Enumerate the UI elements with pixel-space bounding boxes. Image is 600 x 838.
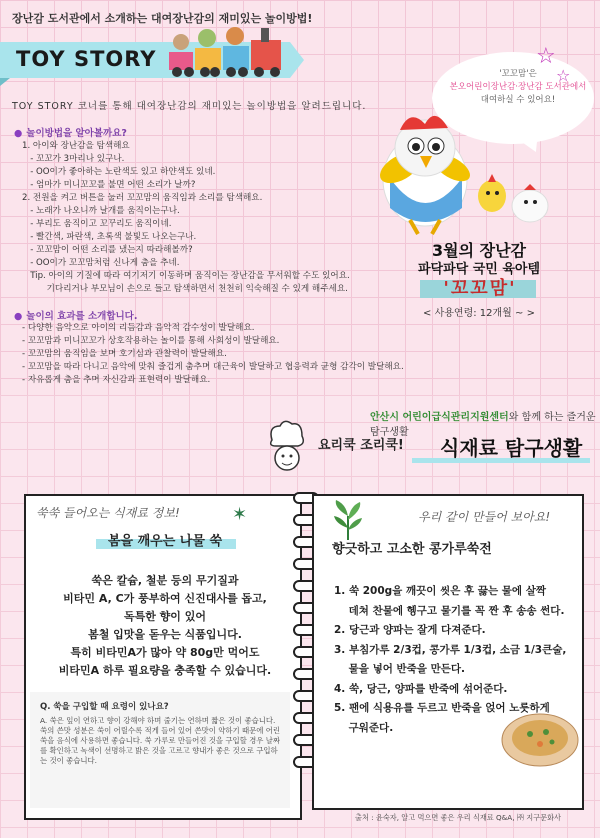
recipe-card-heading: 우리 같이 만들어 보아요! bbox=[418, 510, 551, 524]
hen-toy-image bbox=[370, 108, 555, 236]
body-line: 비타민A 하루 필요량을 충족할 수 있습니다. bbox=[58, 664, 272, 677]
qa-question: Q. 쑥을 구입할 때 요령이 있나요? bbox=[40, 702, 169, 712]
recipe-step: 데쳐 찬물에 헹구고 물기를 꼭 짠 후 송송 썬다. bbox=[334, 604, 565, 617]
section-title: 식재료 탐구생활 bbox=[440, 436, 583, 460]
list-item: - 꼬꼬맘을 따라 다니고 음악에 맞춰 즐겁게 춤추며 대근육이 발달하고 협응력과 균형 감각이 발달해요. bbox=[22, 362, 404, 372]
toy-age: < 사용연령: 12개월 ~ > bbox=[423, 308, 535, 319]
source-note: 출처 : 윤숙자, 알고 먹으면 좋은 우리 식재료 Q&A, ㈜ 지구문화사 bbox=[355, 813, 561, 822]
bullet-icon: ● bbox=[14, 128, 23, 139]
chef-text: 요리쿡 조리쿡! bbox=[318, 438, 404, 453]
bubble-line: '꼬꼬맘'은 bbox=[499, 69, 537, 79]
toy-subheading: 파닥파닥 국민 육아템 bbox=[417, 262, 541, 277]
body-line: 봄철 입맛을 돋우는 식품입니다. bbox=[88, 628, 242, 641]
body-line: 독특한 향이 있어 bbox=[123, 610, 207, 623]
body-line: 쑥은 칼슘, 철분 등의 무기질과 bbox=[91, 574, 239, 587]
bullet-icon: ● bbox=[14, 311, 23, 322]
list-item: - 꼬꼬맘이 어떤 소리를 냈는지 따라해볼까? bbox=[22, 245, 193, 255]
qa-answer: A. 쑥은 잎이 연하고 향이 강해야 하며 줄기는 연하며 짧은 것이 좋습니다. 쑥의 쓴맛 성분은 쑥이 어릴수록 적게 들어 있어 쓴맛이 약하기 때문에 어린 쑥을 음식에 사용하면 좋습니다. 쑥 가루로 만들어진 것을 구입할 경우 날짜를 확인하고 녹색이 선명하고 밝은 것을 고르고 향내가 좋은 것으로 구입하는 것이 좋습니다. bbox=[40, 716, 281, 765]
section1-heading bbox=[14, 125, 127, 139]
list-item: - 엄마가 미니꼬꼬를 불면 어떤 소리가 날까? bbox=[22, 180, 196, 190]
list-item: 기다리거나 부모님이 손으로 들고 탐색하면서 천천히 익숙해질 수 있게 해주세요. bbox=[22, 284, 348, 294]
recipe-step: 5. 팬에 식용유를 두르고 반죽을 얹어 노릇하게 bbox=[334, 702, 550, 714]
list-item: - OO이가 꼬꼬맘처럼 신나게 춤을 추네. bbox=[22, 258, 180, 268]
list-item: - 꼬꼬맘과 미니꼬꼬가 상호작용하는 놀이를 통해 사회성이 발달해요. bbox=[22, 336, 280, 346]
list-item: - 부리도 움직이고 꼬꾸리도 움직이네. bbox=[22, 219, 172, 229]
bubble-line: 본오어린이장난감·장난감 도서관에서 bbox=[449, 82, 587, 92]
section2-heading-text: 놀이의 효과를 소개합니다. bbox=[26, 311, 138, 322]
section2-heading bbox=[14, 308, 137, 322]
chef-icon bbox=[262, 418, 312, 480]
ribbon-fold bbox=[0, 78, 10, 86]
info-card-subheading: 봄을 깨우는 나물 쑥 bbox=[107, 534, 223, 549]
pancake-dish-image bbox=[500, 710, 580, 768]
header-tagline: 장난감 도서관에서 소개하는 대여장난감의 재미있는 놀이방법! bbox=[12, 12, 313, 25]
toy-heading: 3월의 장난감 bbox=[432, 241, 526, 260]
list-item: - 자유롭게 춤을 추며 자신감과 표현력이 발달해요. bbox=[22, 375, 211, 385]
recipe-step: 4. 쑥, 당근, 양파를 반죽에 섞어준다. bbox=[334, 682, 508, 695]
herb-icon bbox=[328, 498, 368, 542]
center-name: 안산시 어린이급식관리지원센터 bbox=[370, 412, 509, 423]
list-item: - 빨간색, 파란색, 초록색 불빛도 나오는구나. bbox=[22, 232, 197, 242]
center-line-rest: 와 함께 하는 즐거운 탐구생활 bbox=[370, 412, 596, 438]
section2-list bbox=[22, 322, 404, 387]
list-item: 2. 전원을 켜고 버튼을 눌러 꼬꼬맘의 움직임과 소리를 탐색해요. bbox=[22, 193, 263, 203]
recipe-step: 3. 부침가루 2/3컵, 콩가루 1/3컵, 소금 1/3큰술, bbox=[334, 643, 567, 656]
info-card-body bbox=[34, 572, 296, 680]
toy-name: '꼬꼬맘' bbox=[443, 278, 517, 299]
body-line: 비타민 A, C가 풍부하여 신진대사를 돕고, bbox=[63, 592, 267, 605]
star-icon: ✶ bbox=[232, 504, 248, 525]
recipe-step: 구워준다. bbox=[334, 721, 394, 734]
star-icon: ☆ bbox=[536, 44, 556, 69]
page-title: TOY STORY bbox=[16, 47, 157, 71]
recipe-step: 2. 당근과 양파는 잘게 다져준다. bbox=[334, 624, 486, 636]
list-item: - 노래가 나오니까 날개를 움직이는구나. bbox=[22, 206, 180, 216]
body-line: 특히 비타민A가 많아 약 80g만 먹어도 bbox=[70, 646, 260, 659]
section1-list bbox=[22, 140, 350, 296]
list-item: 1. 아이와 장난감을 탐색해요 bbox=[22, 141, 130, 151]
toy-train-illustration bbox=[165, 18, 290, 80]
info-card-heading: 쑥쑥 들어오는 식재료 정보! bbox=[36, 506, 180, 520]
recipe-step: 물을 넣어 반죽을 만든다. bbox=[334, 663, 466, 675]
star-icon: ☆ bbox=[556, 66, 571, 85]
list-item: - OO이가 좋아하는 노란색도 있고 하얀색도 있네. bbox=[22, 167, 216, 177]
intro-text: TOY STORY 코너를 통해 대여장난감의 재미있는 놀이방법을 알려드립니다. bbox=[12, 101, 367, 112]
list-item: - 꼬꼬가 3마리나 있구나. bbox=[22, 154, 125, 164]
list-item: - 꼬꼬맘의 움직임을 보며 호기심과 관찰력이 발달해요. bbox=[22, 349, 227, 359]
list-item: Tip. 아이의 기질에 따라 여기저기 이동하며 움직이는 장난감을 무서워할 수도 있어요. bbox=[22, 271, 350, 281]
bubble-line: 대여하실 수 있어요! bbox=[480, 95, 556, 105]
recipe-title: 향긋하고 고소한 콩가루쑥전 bbox=[332, 542, 492, 557]
recipe-step: 1. 쑥 200g을 깨끗이 씻은 후 끓는 물에 살짝 bbox=[334, 585, 546, 597]
list-item: - 다양한 음악으로 아이의 리듬감과 음악적 감수성이 발달해요. bbox=[22, 323, 255, 333]
section1-heading-text: 놀이방법을 알아볼까요? bbox=[26, 128, 127, 139]
